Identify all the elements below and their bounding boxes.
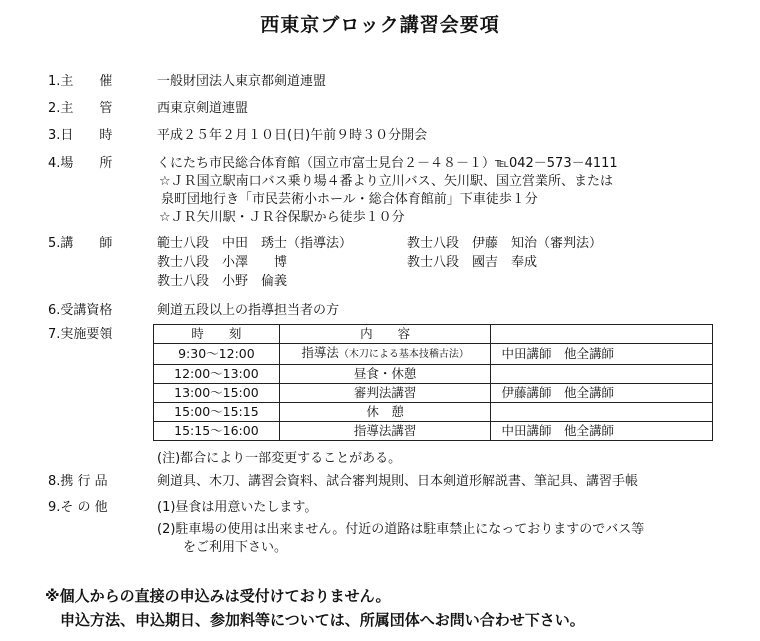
other-lines xyxy=(157,499,644,557)
lecturer-2: 教士八段 伊藤 知治（審判法） xyxy=(407,236,603,251)
venue-label: 4.場 所 xyxy=(48,156,113,171)
table-row xyxy=(154,344,713,365)
row-time: 9:30～12:00 xyxy=(154,344,280,365)
table-row xyxy=(154,403,713,422)
date-value: 平成２５年２月１０日(日)午前９時３０分開会 xyxy=(157,128,428,143)
venue-lines xyxy=(157,155,618,227)
row-lecturer: 中田講師 他全講師 xyxy=(491,422,713,441)
lecturer-4: 教士八段 國吉 奉成 xyxy=(407,255,538,270)
organizer-value: 一般財団法人東京都剣道連盟 xyxy=(157,74,327,89)
table-row xyxy=(154,422,713,441)
row-content: 休 憩 xyxy=(279,403,491,422)
lecturer-5: 教士八段 小野 倫義 xyxy=(157,274,288,289)
row-content xyxy=(279,344,491,365)
schedule-label: 7.実施要領 xyxy=(48,327,113,342)
venue-access-3: ☆ＪＲ矢川駅・ＪＲ谷保駅から徒歩１０分 xyxy=(159,210,405,225)
row-lecturer: 中田講師 他全講師 xyxy=(491,344,713,365)
table-row xyxy=(154,365,713,384)
row-lecturer: 伊藤講師 他全講師 xyxy=(491,384,713,403)
qualification-value: 剣道五段以上の指導担当者の方 xyxy=(157,303,340,318)
notice-1: ※個人からの直接の申込みは受付けておりません。 xyxy=(45,587,391,605)
other-label: 9.そ の 他 xyxy=(48,500,108,515)
qualification-label: 6.受講資格 xyxy=(48,303,113,318)
header-lecturer xyxy=(491,325,713,344)
row-time: 12:00～13:00 xyxy=(154,365,280,384)
lecturer-3: 教士八段 小澤 博 xyxy=(157,255,288,270)
organizer-label: 1.主 催 xyxy=(48,74,113,89)
belongings-label: 8.携 行 品 xyxy=(48,474,108,489)
belongings-value: 剣道具、木刀、講習会資料、試合審判規則、日本剣道形解説書、筆記具、講習手帳 xyxy=(157,474,639,489)
row-time: 13:00～15:00 xyxy=(154,384,280,403)
notice-2: 申込方法、申込期日、参加料等については、所属団体へお問い合わせ下さい。 xyxy=(45,611,585,629)
manager-label: 2.主 管 xyxy=(48,101,113,116)
row-content: 審判法講習 xyxy=(279,384,491,403)
header-content: 内 容 xyxy=(279,325,491,344)
row-content: 昼食・休憩 xyxy=(279,365,491,384)
venue-access-1: ☆ＪＲ国立駅南口バス乗り場４番より立川バス、矢川駅、国立営業所、または xyxy=(159,174,614,189)
venue-address: くにたち市民総合体育館（国立市富士見台２－４８－１）℡042－573－4111 xyxy=(157,156,618,171)
schedule-table xyxy=(153,324,713,441)
date-label: 3.日 時 xyxy=(48,128,113,143)
row-content: 指導法講習 xyxy=(279,422,491,441)
page-title: 西東京ブロック講習会要項 xyxy=(260,14,500,36)
row-time: 15:15～16:00 xyxy=(154,422,280,441)
other-line-1: (1)昼食は用意いたします。 xyxy=(157,500,318,515)
row-time: 15:00～15:15 xyxy=(154,403,280,422)
table-header-row xyxy=(154,325,713,344)
row-content-note: （木刀による基本技稽古法） xyxy=(338,349,469,360)
other-line-3: をご利用下さい。 xyxy=(157,540,288,555)
venue-access-2: 泉町団地行き「市民芸術小ホール・総合体育館前」下車徒歩１分 xyxy=(161,192,538,207)
item-lecturers xyxy=(0,235,760,295)
row-content-main: 指導法 xyxy=(301,345,339,360)
row-lecturer xyxy=(491,365,713,384)
lecturer-1: 範士八段 中田 琇士（指導法） xyxy=(157,236,353,251)
manager-value: 西東京剣道連盟 xyxy=(157,101,249,116)
other-line-2: (2)駐車場の使用は出来ません。付近の道路は駐車禁止になっておりますのでバス等 xyxy=(157,522,645,537)
lecturers-label: 5.講 師 xyxy=(48,236,113,251)
table-row xyxy=(154,384,713,403)
header-time: 時 刻 xyxy=(154,325,280,344)
row-lecturer xyxy=(491,403,713,422)
schedule-note: (注)都合により一部変更することがある。 xyxy=(157,451,402,466)
